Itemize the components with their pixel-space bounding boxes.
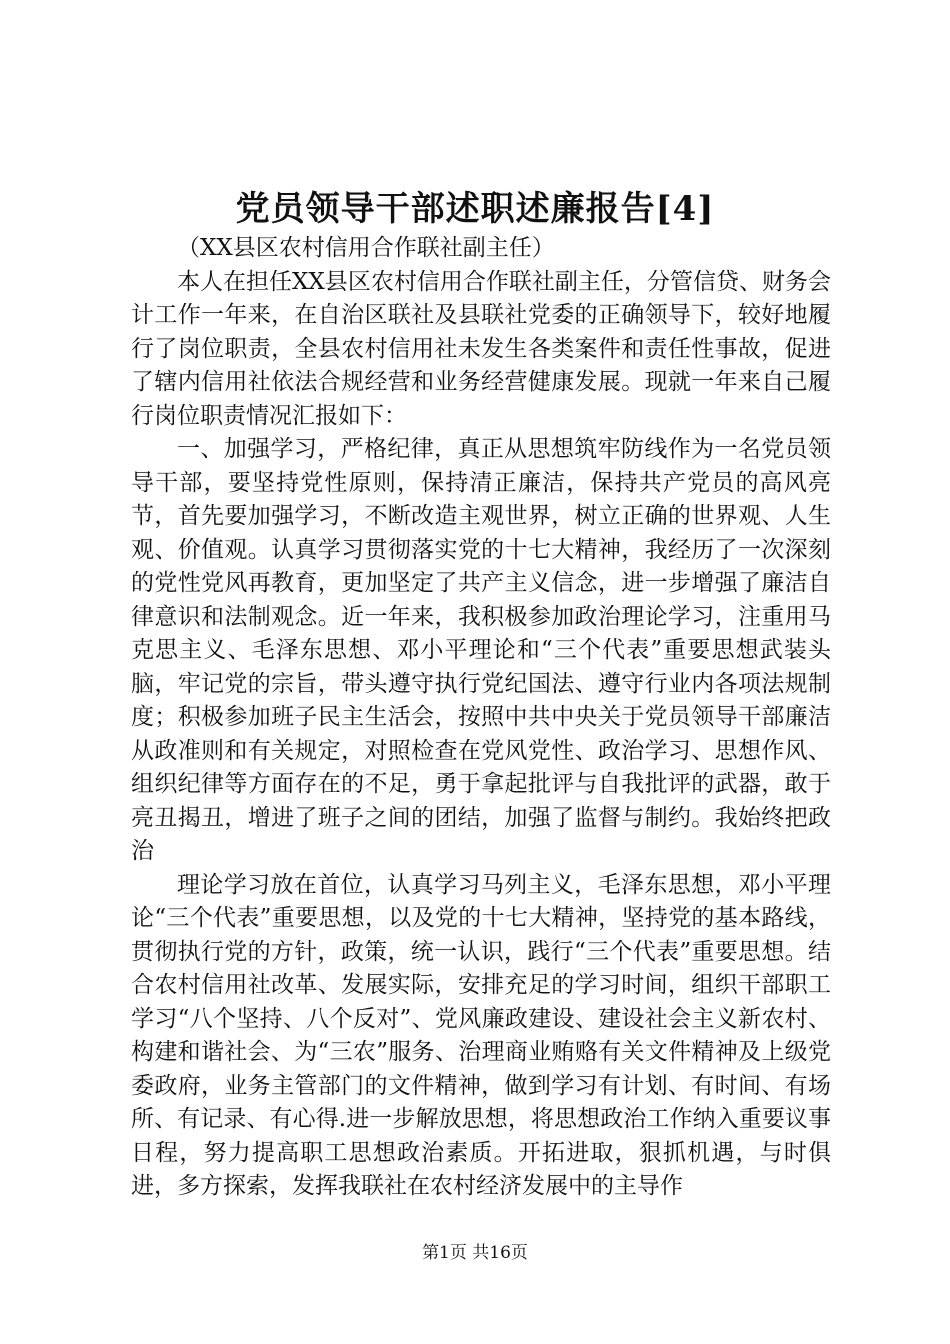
paragraph-intro: 本人在担任XX县区农村信用合作联社副主任，分管信贷、财务会计工作一年来，在自治区联社及县联社党委的正确领导下，较好地履行了岗位职责，全县农村信用社未发生各类案件和责任性事故，促进了辖内信用社依法合规经营和业务经营健康发展。现就一年来自己履行岗位职责情况汇报如下： (131, 268, 831, 429)
document-title: 党员领导干部述职述廉报告[4] (235, 189, 715, 229)
document-subtitle: （XX县区农村信用合作联社副主任） (177, 235, 555, 261)
paragraph-study: 理论学习放在首位，认真学习马列主义，毛泽东思想，邓小平理论“三个代表”重要思想，以及党的十七大精神，坚持党的基本路线，贯彻执行党的方针，政策，统一认识，践行“三个代表”重要思想。结合农村信用社改革、发展实际，安排充足的学习时间，组织干部职工学习“八个坚持、八个反对”、党风廉政建设、建设社会主义新农村、构建和谐社会、为“三农”服务、治理商业贿赂有关文件精神及上级党委政府，业务主管部门的文件精神，做到学习有计划、有时间、有场所、有记录、有心得.进一步解放思想，将思想政治工作纳入重要议事日程，努力提高职工思想政治素质。开拓进取，狠抓机遇，与时俱进，多方探索，发挥我联社在农村经济发展中的主导作 (131, 871, 831, 1199)
paragraph-section-one: 一、加强学习，严格纪律，真正从思想筑牢防线作为一名党员领导干部，要坚持党性原则，保持清正廉洁，保持共产党员的高风亮节，首先要加强学习，不断改造主观世界，树立正确的世界观、人生观、价值观。认真学习贯彻落实党的十七大精神，我经历了一次深刻的党性党风再教育，更加坚定了共产主义信念，进一步增强了廉洁自律意识和法制观念。近一年来，我积极参加政治理论学习，注重用马克思主义、毛泽东思想、邓小平理论和“三个代表”重要思想武装头脑，牢记党的宗旨，带头遵守执行党纪国法、遵守行业内各项法规制度；积极参加班子民主生活会，按照中共中央关于党员领导干部廉洁从政准则和有关规定，对照检查在党风党性、政治学习、思想作风、组织纪律等方面存在的不足，勇于拿起批评与自我批评的武器，敢于亮丑揭丑，增进了班子之间的团结，加强了监督与制约。我始终把政治 (131, 436, 831, 864)
page-footer: 第1页 共16页 (422, 1243, 528, 1263)
document-body (131, 232, 831, 1204)
